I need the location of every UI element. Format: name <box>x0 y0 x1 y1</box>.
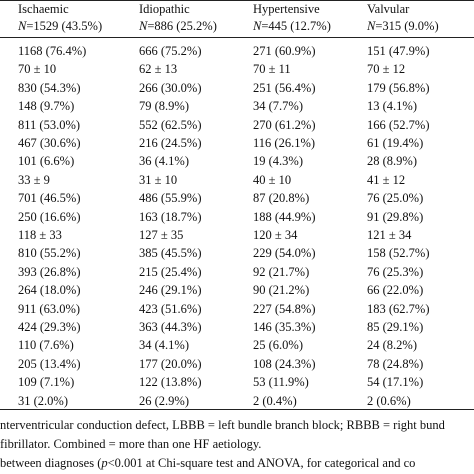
table-row <box>0 395 474 414</box>
col-header-idiopathic: Idiopathic <box>139 2 190 16</box>
cell-idiopathic: 363 (44.3%) <box>139 320 202 334</box>
cell-valvular: 158 (52.7%) <box>367 246 430 261</box>
table-row <box>0 100 474 119</box>
total-hypertensive: N=445 (12.7%) <box>253 19 331 33</box>
cell-idiopathic: 486 (55.9%) <box>139 191 202 206</box>
cell-idiopathic: 163 (18.7%) <box>139 209 202 224</box>
cell-hypertensive: 34 (7.7%) <box>253 99 303 114</box>
cell-idiopathic: 215 (25.4%) <box>139 264 202 279</box>
table-row <box>0 63 474 82</box>
table-row <box>0 358 474 377</box>
cell-idiopathic: 31 ± 10 <box>139 172 178 187</box>
cell-idiopathic: 423 (51.6%) <box>139 301 202 316</box>
cell-valvular: 13 (4.1%) <box>367 99 417 114</box>
cell-valvular: 54 (17.1%) <box>367 375 424 390</box>
table-row <box>0 137 474 156</box>
table-row <box>0 45 474 64</box>
cell-idiopathic: 216 (24.5%) <box>139 136 202 150</box>
cell-valvular: 179 (56.8%) <box>367 80 430 95</box>
top-rule <box>0 0 474 1</box>
footnote-line-3: between diagnoses (p<0.001 at Chi-square test and ANOVA, for categorical and co <box>0 456 416 470</box>
cell-ischaemic: 70 ± 10 <box>18 62 57 77</box>
cell-ischaemic: 109 (7.1%) <box>18 375 75 390</box>
cell-hypertensive: 90 (21.2%) <box>253 283 310 298</box>
cell-valvular: 61 (19.4%) <box>367 136 424 150</box>
table-row <box>0 119 474 138</box>
cell-ischaemic: 701 (46.5%) <box>18 191 81 206</box>
table-row <box>0 339 474 358</box>
cell-hypertensive: 87 (20.8%) <box>253 191 310 206</box>
cell-ischaemic: 148 (9.7%) <box>18 99 75 114</box>
cell-valvular: 91 (29.8%) <box>367 209 424 224</box>
cell-ischaemic: 110 (7.6%) <box>18 338 74 353</box>
table-row <box>0 247 474 266</box>
cell-valvular: 28 (8.9%) <box>367 154 417 169</box>
cell-valvular: 66 (22.0%) <box>367 283 424 298</box>
cell-valvular: 166 (52.7%) <box>367 117 430 132</box>
table-row <box>0 266 474 285</box>
cell-hypertensive: 120 ± 34 <box>253 228 298 242</box>
cell-hypertensive: 70 ± 11 <box>253 62 291 77</box>
cell-valvular: 41 ± 12 <box>367 172 406 187</box>
cell-ischaemic: 33 ± 9 <box>18 172 50 187</box>
col-header-ischaemic: Ischaemic <box>18 2 69 16</box>
cell-hypertensive: 19 (4.3%) <box>253 154 303 169</box>
cell-idiopathic: 127 ± 35 <box>139 228 184 242</box>
table-row <box>0 211 474 230</box>
table-row <box>0 155 474 174</box>
cell-ischaemic: 1168 (76.4%) <box>18 44 87 58</box>
cell-valvular: 183 (62.7%) <box>367 301 430 316</box>
total-idiopathic: N=886 (25.2%) <box>139 19 217 33</box>
cell-valvular: 151 (47.9%) <box>367 44 430 58</box>
cell-hypertensive: 108 (24.3%) <box>253 356 316 371</box>
cell-ischaemic: 911 (63.0%) <box>18 301 81 316</box>
cell-hypertensive: 146 (35.3%) <box>253 320 316 334</box>
cell-idiopathic: 266 (30.0%) <box>139 80 202 95</box>
cell-idiopathic: 385 (45.5%) <box>139 246 202 261</box>
cell-idiopathic: 552 (62.5%) <box>139 117 202 132</box>
col-header-valvular: Valvular <box>367 2 410 16</box>
bottom-rule <box>0 409 474 410</box>
cell-idiopathic: 26 (2.9%) <box>139 393 189 408</box>
cell-hypertensive: 229 (54.0%) <box>253 246 316 261</box>
cell-ischaemic: 467 (30.6%) <box>18 136 81 150</box>
cell-idiopathic: 36 (4.1%) <box>139 154 189 169</box>
cell-hypertensive: 251 (56.4%) <box>253 80 316 95</box>
cell-ischaemic: 810 (55.2%) <box>18 246 81 261</box>
total-ischaemic: N=1529 (43.5%) <box>18 19 103 33</box>
cell-hypertensive: 40 ± 10 <box>253 172 292 187</box>
cell-idiopathic: 62 ± 13 <box>139 62 178 77</box>
cell-hypertensive: 2 (0.4%) <box>253 393 297 408</box>
cell-hypertensive: 188 (44.9%) <box>253 209 316 224</box>
cell-idiopathic: 666 (75.2%) <box>139 44 202 58</box>
cell-valvular: 24 (8.2%) <box>367 338 417 353</box>
cell-hypertensive: 116 (26.1%) <box>253 136 316 150</box>
col-header-hypertensive: Hypertensive <box>253 2 320 16</box>
cell-ischaemic: 264 (18.0%) <box>18 283 81 298</box>
total-valvular: N=315 (9.0%) <box>367 19 439 33</box>
cell-valvular: 76 (25.0%) <box>367 191 424 206</box>
cell-ischaemic: 830 (54.3%) <box>18 80 81 95</box>
cell-idiopathic: 246 (29.1%) <box>139 283 202 298</box>
table-row <box>0 303 474 322</box>
cell-ischaemic: 250 (16.6%) <box>18 209 81 224</box>
cell-idiopathic: 122 (13.8%) <box>139 375 202 390</box>
cell-valvular: 78 (24.8%) <box>367 356 424 371</box>
cell-ischaemic: 101 (6.6%) <box>18 154 75 169</box>
cell-idiopathic: 79 (8.9%) <box>139 99 189 114</box>
cell-ischaemic: 118 ± 33 <box>18 228 62 242</box>
cell-hypertensive: 271 (60.9%) <box>253 44 316 58</box>
cell-idiopathic: 34 (4.1%) <box>139 338 189 353</box>
cell-valvular: 2 (0.6%) <box>367 393 411 408</box>
cell-hypertensive: 227 (54.8%) <box>253 301 316 316</box>
cell-valvular: 85 (29.1%) <box>367 320 424 334</box>
cell-ischaemic: 205 (13.4%) <box>18 356 81 371</box>
cell-ischaemic: 424 (29.3%) <box>18 320 81 334</box>
cell-idiopathic: 177 (20.0%) <box>139 356 202 371</box>
table-row <box>0 192 474 211</box>
cell-ischaemic: 31 (2.0%) <box>18 393 68 408</box>
cell-hypertensive: 92 (21.7%) <box>253 264 310 279</box>
table-row <box>0 376 474 395</box>
table-row <box>0 321 474 340</box>
cell-hypertensive: 270 (61.2%) <box>253 117 316 132</box>
cell-valvular: 76 (25.3%) <box>367 264 424 279</box>
cell-ischaemic: 393 (26.8%) <box>18 264 81 279</box>
cell-hypertensive: 53 (11.9%) <box>253 375 309 390</box>
footnote-line-1: nterventricular conduction defect, LBBB = left bundle branch block; RBBB = right bund <box>0 418 445 432</box>
header-rule <box>0 37 474 38</box>
table-row <box>0 174 474 193</box>
cell-valvular: 70 ± 12 <box>367 62 406 77</box>
table-row <box>0 229 474 248</box>
table-row <box>0 82 474 101</box>
table-row <box>0 284 474 303</box>
cell-hypertensive: 25 (6.0%) <box>253 338 303 353</box>
cell-ischaemic: 811 (53.0%) <box>18 117 81 132</box>
cell-valvular: 121 ± 34 <box>367 228 412 242</box>
footnote-line-2: fibrillator. Combined = more than one HF aetiology. <box>0 437 262 451</box>
